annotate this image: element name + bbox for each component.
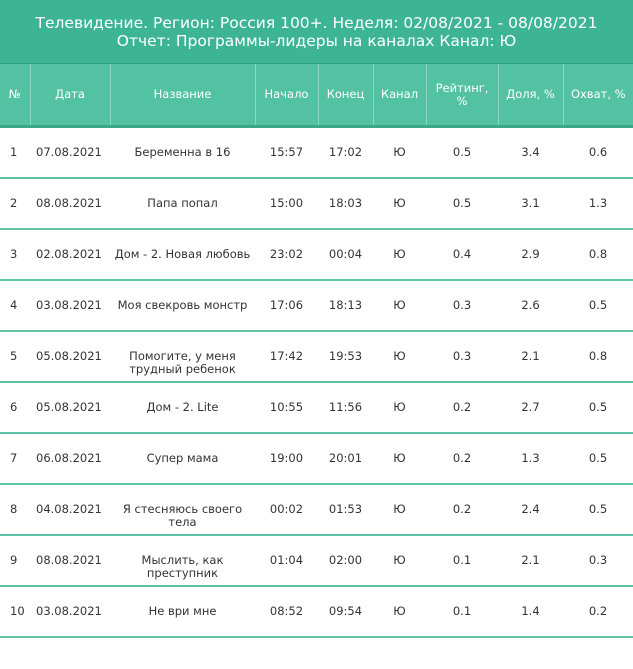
column-header-rating[interactable]: Рейтинг, % bbox=[426, 64, 498, 127]
row-rating: 0.1 bbox=[426, 535, 498, 586]
row-rating: 0.3 bbox=[426, 280, 498, 331]
row-start-time: 00:02 bbox=[255, 484, 318, 535]
programs-table bbox=[0, 64, 633, 638]
row-channel: Ю bbox=[373, 280, 426, 331]
row-date: 03.08.2021 bbox=[30, 586, 110, 637]
row-rating: 0.2 bbox=[426, 484, 498, 535]
row-reach: 0.5 bbox=[563, 433, 633, 484]
row-share: 2.1 bbox=[498, 331, 563, 382]
column-header-channel[interactable]: Канал bbox=[373, 64, 426, 127]
row-start-time: 23:02 bbox=[255, 229, 318, 280]
row-number: 7 bbox=[0, 433, 30, 484]
report-title-bar bbox=[0, 0, 633, 64]
row-program-name: Мыслить, как преступник bbox=[110, 535, 255, 586]
row-start-time: 17:06 bbox=[255, 280, 318, 331]
row-rating: 0.5 bbox=[426, 127, 498, 179]
row-reach: 0.5 bbox=[563, 382, 633, 433]
row-reach: 0.5 bbox=[563, 280, 633, 331]
table-row bbox=[0, 331, 633, 382]
row-share: 2.4 bbox=[498, 484, 563, 535]
row-share: 2.9 bbox=[498, 229, 563, 280]
row-number: 10 bbox=[0, 586, 30, 637]
row-program-name: Папа попал bbox=[110, 178, 255, 229]
row-rating: 0.1 bbox=[426, 586, 498, 637]
table-row bbox=[0, 382, 633, 433]
row-start-time: 10:55 bbox=[255, 382, 318, 433]
row-share: 2.7 bbox=[498, 382, 563, 433]
row-share: 3.4 bbox=[498, 127, 563, 179]
table-row bbox=[0, 535, 633, 586]
row-date: 06.08.2021 bbox=[30, 433, 110, 484]
row-rating: 0.4 bbox=[426, 229, 498, 280]
row-date: 07.08.2021 bbox=[30, 127, 110, 179]
row-program-name: Дом - 2. Новая любовь bbox=[110, 229, 255, 280]
table-row bbox=[0, 433, 633, 484]
row-share: 2.1 bbox=[498, 535, 563, 586]
row-program-name: Помогите, у меня трудный ребенок bbox=[110, 331, 255, 382]
row-start-time: 01:04 bbox=[255, 535, 318, 586]
row-end-time: 17:02 bbox=[318, 127, 373, 179]
row-number: 6 bbox=[0, 382, 30, 433]
table-row bbox=[0, 229, 633, 280]
row-reach: 0.5 bbox=[563, 484, 633, 535]
row-channel: Ю bbox=[373, 535, 426, 586]
row-channel: Ю bbox=[373, 127, 426, 179]
table-row bbox=[0, 178, 633, 229]
row-end-time: 18:13 bbox=[318, 280, 373, 331]
row-number: 3 bbox=[0, 229, 30, 280]
row-share: 2.6 bbox=[498, 280, 563, 331]
row-program-name: Беременна в 16 bbox=[110, 127, 255, 179]
row-end-time: 20:01 bbox=[318, 433, 373, 484]
row-reach: 0.8 bbox=[563, 331, 633, 382]
row-end-time: 09:54 bbox=[318, 586, 373, 637]
row-reach: 0.3 bbox=[563, 535, 633, 586]
row-number: 1 bbox=[0, 127, 30, 179]
row-end-time: 00:04 bbox=[318, 229, 373, 280]
column-header-reach[interactable]: Охват, % bbox=[563, 64, 633, 127]
row-rating: 0.3 bbox=[426, 331, 498, 382]
row-start-time: 15:00 bbox=[255, 178, 318, 229]
table-row bbox=[0, 280, 633, 331]
row-start-time: 08:52 bbox=[255, 586, 318, 637]
row-rating: 0.2 bbox=[426, 433, 498, 484]
column-header-number[interactable]: № bbox=[0, 64, 30, 127]
row-date: 08.08.2021 bbox=[30, 178, 110, 229]
row-reach: 0.6 bbox=[563, 127, 633, 179]
row-number: 9 bbox=[0, 535, 30, 586]
row-end-time: 19:53 bbox=[318, 331, 373, 382]
row-program-name: Дом - 2. Lite bbox=[110, 382, 255, 433]
row-rating: 0.2 bbox=[426, 382, 498, 433]
row-start-time: 15:57 bbox=[255, 127, 318, 179]
row-date: 08.08.2021 bbox=[30, 535, 110, 586]
report-title: Телевидение. Регион: Россия 100+. Неделя: 02/08/2021 - 08/08/2021 Отчет: Программы-лидеры на каналах Канал: Ю bbox=[35, 13, 598, 50]
row-date: 04.08.2021 bbox=[30, 484, 110, 535]
table-row bbox=[0, 484, 633, 535]
row-number: 4 bbox=[0, 280, 30, 331]
row-number: 2 bbox=[0, 178, 30, 229]
row-date: 03.08.2021 bbox=[30, 280, 110, 331]
row-number: 8 bbox=[0, 484, 30, 535]
row-end-time: 01:53 bbox=[318, 484, 373, 535]
row-channel: Ю bbox=[373, 586, 426, 637]
column-header-share[interactable]: Доля, % bbox=[498, 64, 563, 127]
row-channel: Ю bbox=[373, 484, 426, 535]
row-reach: 0.2 bbox=[563, 586, 633, 637]
row-program-name: Не ври мне bbox=[110, 586, 255, 637]
row-channel: Ю bbox=[373, 433, 426, 484]
table-row bbox=[0, 127, 633, 179]
column-header-start[interactable]: Начало bbox=[255, 64, 318, 127]
row-start-time: 19:00 bbox=[255, 433, 318, 484]
row-channel: Ю bbox=[373, 382, 426, 433]
row-share: 1.3 bbox=[498, 433, 563, 484]
table-row bbox=[0, 586, 633, 637]
row-number: 5 bbox=[0, 331, 30, 382]
row-channel: Ю bbox=[373, 331, 426, 382]
row-end-time: 18:03 bbox=[318, 178, 373, 229]
row-reach: 0.8 bbox=[563, 229, 633, 280]
table-header-row bbox=[0, 64, 633, 127]
column-header-date[interactable]: Дата bbox=[30, 64, 110, 127]
row-date: 02.08.2021 bbox=[30, 229, 110, 280]
column-header-end[interactable]: Конец bbox=[318, 64, 373, 127]
row-program-name: Моя свекровь монстр bbox=[110, 280, 255, 331]
row-reach: 1.3 bbox=[563, 178, 633, 229]
row-program-name: Я стесняюсь своего тела bbox=[110, 484, 255, 535]
row-end-time: 11:56 bbox=[318, 382, 373, 433]
row-channel: Ю bbox=[373, 229, 426, 280]
column-header-name[interactable]: Название bbox=[110, 64, 255, 127]
row-share: 3.1 bbox=[498, 178, 563, 229]
row-program-name: Супер мама bbox=[110, 433, 255, 484]
row-date: 05.08.2021 bbox=[30, 331, 110, 382]
row-rating: 0.5 bbox=[426, 178, 498, 229]
row-date: 05.08.2021 bbox=[30, 382, 110, 433]
row-start-time: 17:42 bbox=[255, 331, 318, 382]
row-channel: Ю bbox=[373, 178, 426, 229]
row-share: 1.4 bbox=[498, 586, 563, 637]
row-end-time: 02:00 bbox=[318, 535, 373, 586]
